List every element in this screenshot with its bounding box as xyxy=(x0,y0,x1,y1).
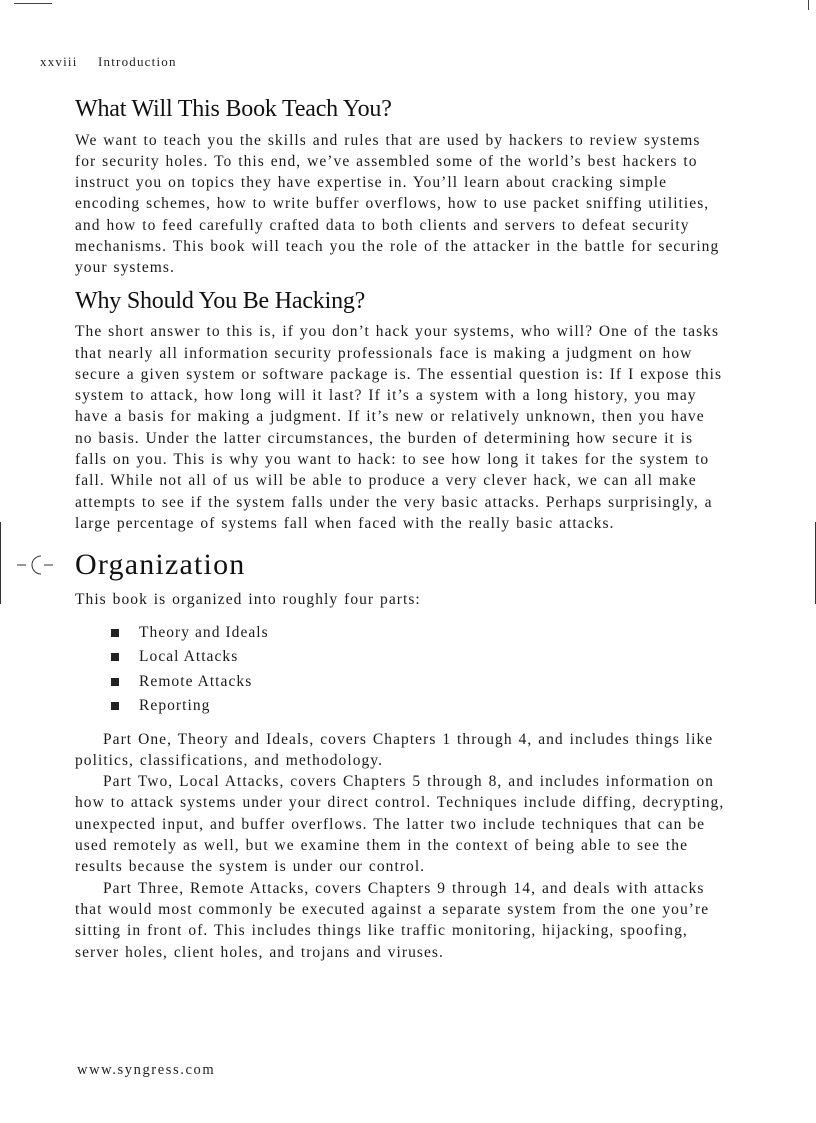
crop-mark-top-right xyxy=(808,0,809,10)
crop-mark-top-left xyxy=(14,3,52,4)
bullet-square-icon xyxy=(111,678,119,686)
running-title: Introduction xyxy=(98,54,177,69)
running-header xyxy=(40,54,177,70)
bullet-square-icon xyxy=(111,653,119,661)
list-item-label: Theory and Ideals xyxy=(139,623,269,641)
list-item-label: Local Attacks xyxy=(139,648,239,666)
registration-mark-icon xyxy=(17,550,55,580)
page-number: xxviii xyxy=(40,54,78,69)
bullet-square-icon xyxy=(111,629,119,637)
paragraph-teach: We want to teach you the skills and rules that are used by hackers to review systems for security holes. To this end, we’ve assembled some of the world’s best hackers to instruct you on topics they have expertise in. You’ll learn about cracking simple encoding schemes, how to write buffer overflows, how to use packet sniffing utilities, and how to feed carefully crafted data to both clients and servers to defeat security mechanisms. This book will teach you the role of the attacker in the battle for securing your systems. xyxy=(75,131,720,277)
bullet-square-icon xyxy=(111,702,119,710)
list-item xyxy=(111,621,725,646)
list-item xyxy=(111,645,725,670)
paragraph-why: The short answer to this is, if you don’t hack your systems, who will? One of the tasks that nearly all information security professionals face is making a judgment on how secure a given system or software package is. The essential question is: If I expose this system to attack, how long will it last? If it’s a system with a long history, you may have a basis for making a judgment. If it’s new or relatively unknown, then you have no basis. Under the latter circumstances, the burden of determining how secure it is falls on you. This is why you want to hack: to see how long it takes for the system to fall. While not all of us will be able to produce a very clever hack, we can all make attempts to see if the system falls under the very basic attacks. Perhaps surprisingly, a large percentage of systems fall when faced with the really basic attacks. xyxy=(75,323,723,532)
page-body xyxy=(75,96,725,963)
list-item-label: Remote Attacks xyxy=(139,672,253,690)
paragraph-part-two: Part Two, Local Attacks, covers Chapters 5 through 8, and includes information on how to attack systems under your direct control. Techniques include diffing, decrypting, unexpected input, and buffer overflows. The latter two include techniques that can be used remotely as well, but we examine them in the context of being able to see the results because the system is under our control. xyxy=(75,773,725,876)
paragraph-organization-intro: This book is organized into roughly four parts: xyxy=(75,591,421,609)
heading-teach: What Will This Book Teach You? xyxy=(75,96,392,122)
footer-url: www.syngress.com xyxy=(77,1062,216,1078)
list-item xyxy=(111,670,725,695)
list-item-label: Reporting xyxy=(139,697,211,715)
parts-list xyxy=(111,621,725,719)
list-item xyxy=(111,694,725,719)
heading-why: Why Should You Be Hacking? xyxy=(75,287,366,314)
heading-organization: Organization xyxy=(75,548,246,582)
paragraph-part-three: Part Three, Remote Attacks, covers Chapters 9 through 14, and deals with attacks that would most commonly be executed against a separate system from the one you’re sitting in front of. This includes things like traffic monitoring, hijacking, spoofing, server holes, client holes, and trojans and viruses. xyxy=(75,879,710,961)
crop-mark-left xyxy=(0,522,1,604)
paragraph-part-one: Part One, Theory and Ideals, covers Chapters 1 through 4, and includes things like politics, classifications, and methodology. xyxy=(75,730,714,769)
